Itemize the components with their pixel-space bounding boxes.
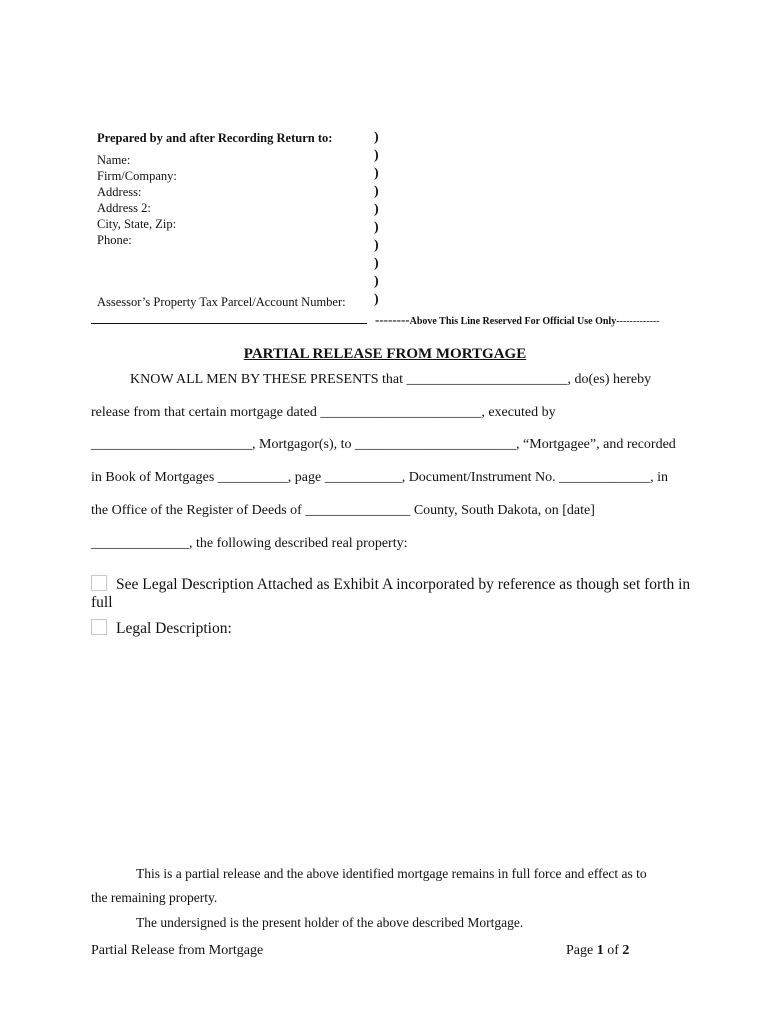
exhibit-a-label: See Legal Description Attached as Exhibit A incorporated by reference as though set forth in <box>116 576 691 593</box>
legal-description-label: Legal Description: <box>116 620 232 637</box>
current-page: 1 <box>596 943 604 958</box>
body-line: _______________________, Mortgagor(s), to _______________________, “Mortgagee”, and recorded <box>91 437 676 452</box>
closing-paragraph-line: This is a partial release and the above identified mortgage remains in full force and effect as to <box>136 866 647 881</box>
closing-paragraph-line: the remaining property. <box>91 890 218 905</box>
body-line: in Book of Mortgages __________, page ___________, Document/Instrument No. _____________, in <box>91 470 669 485</box>
assessor-parcel-label: Assessor’s Property Tax Parcel/Account Number: <box>97 295 346 309</box>
page-number <box>566 943 629 959</box>
official-dash-lead: -------- <box>375 312 410 327</box>
bracket-mark: ) <box>374 184 379 199</box>
document-title: PARTIAL RELEASE FROM MORTGAGE <box>243 346 527 362</box>
holder-statement: The undersigned is the present holder of the above described Mortgage. <box>136 915 524 930</box>
city-state-zip-label: City, State, Zip: <box>97 217 177 231</box>
bracket-mark: ) <box>374 220 379 235</box>
address-2-label: Address 2: <box>97 201 151 215</box>
name-label: Name: <box>97 153 131 167</box>
prepared-by-heading: Prepared by and after Recording Return to: <box>97 131 333 145</box>
bracket-mark: ) <box>374 148 379 163</box>
header-separator-line <box>91 323 367 324</box>
total-pages: 2 <box>622 943 630 958</box>
phone-label: Phone: <box>97 233 132 247</box>
body-line: release from that certain mortgage dated _______________________, executed by <box>91 405 556 420</box>
firm-company-label: Firm/Company: <box>97 169 177 183</box>
bracket-mark: ) <box>374 238 379 253</box>
footer-document-name: Partial Release from Mortgage <box>91 943 264 958</box>
bracket-mark: ) <box>374 202 379 217</box>
official-dash-trail: ------------- <box>616 316 660 327</box>
body-line: KNOW ALL MEN BY THESE PRESENTS that _______________________, do(es) hereby <box>130 372 652 387</box>
address-label: Address: <box>97 185 142 199</box>
bracket-mark: ) <box>374 130 379 145</box>
page-word: Page <box>566 943 594 958</box>
body-line: the Office of the Register of Deeds of _______________ County, South Dakota, on [date] <box>91 503 595 518</box>
of-word: of <box>607 943 619 958</box>
bracket-mark: ) <box>374 292 379 307</box>
bracket-mark: ) <box>374 274 379 289</box>
bracket-mark: ) <box>374 256 379 271</box>
legal-description-checkbox[interactable] <box>91 619 107 635</box>
official-use-text: Above This Line Reserved For Official Use Only <box>409 316 617 327</box>
official-use-note <box>375 312 660 328</box>
exhibit-a-label-continued: full <box>91 594 113 611</box>
bracket-mark: ) <box>374 166 379 181</box>
body-line: ______________, the following described real property: <box>91 536 408 551</box>
exhibit-a-checkbox[interactable] <box>91 575 107 591</box>
